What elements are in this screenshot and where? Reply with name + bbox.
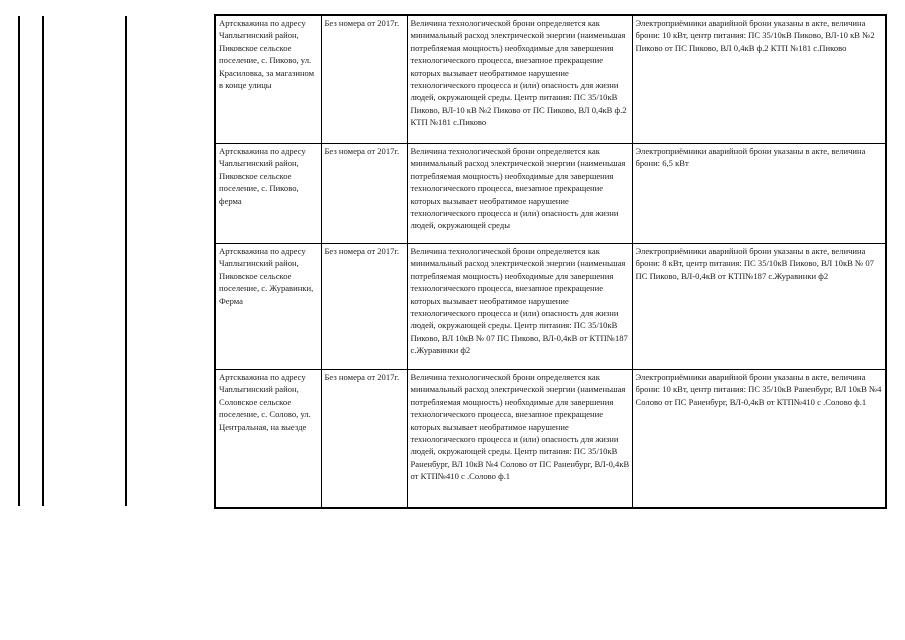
table-row xyxy=(215,370,886,509)
left-table-border-line-2 xyxy=(42,16,44,506)
document-number-cell: Без номера от 2017г. xyxy=(321,370,407,509)
location-cell: Артскважина по адресу Чаплыгинский район, Пиковское сельское поселение, с. Пиково, ул. Красиловка, за магазином в конце улицы xyxy=(215,15,321,144)
emergency-reserve-cell: Электроприёмники аварийной брони указаны в акте, величина брони: 6,5 кВт xyxy=(632,144,886,244)
left-table-border-line-1 xyxy=(18,16,20,506)
table-row xyxy=(215,144,886,244)
technological-reserve-cell: Величина технологической брони определяется как минимальный расход электрической энергии (наименьшая потребляемая мощность) необходимые для завершения технологического процесса, внезапное прекращение которых вызывает необратимое нарушение технологического процесса и (или) опасность для жизни людей, окружающей среды. Центр питания: ПС 35/10кВ Пиково, ВЛ-10 кВ №2 Пиково от ПС Пиково, ВЛ 0,4кВ ф.2 КТП №181 с.Пиково xyxy=(407,15,632,144)
emergency-reserve-cell: Электроприёмники аварийной брони указаны в акте, величина брони: 10 кВт, центр питания: ПС 35/10кВ Пиково, ВЛ-10 кВ №2 Пиково от ПС Пиково, ВЛ 0,4кВ ф.2 КТП №181 с.Пиково xyxy=(632,15,886,144)
table-row xyxy=(215,15,886,144)
document-number-cell: Без номера от 2017г. xyxy=(321,144,407,244)
emergency-reserve-cell: Электроприёмники аварийной брони указаны в акте, величина брони: 8 кВт, центр питания: ПС 35/10кВ Пиково, ВЛ 10кВ № 07 ПС Пиково, ВЛ-0,4кВ от КТП№187 с.Журавинки ф2 xyxy=(632,244,886,370)
document-number-cell: Без номера от 2017г. xyxy=(321,244,407,370)
technological-reserve-cell: Величина технологической брони определяется как минимальный расход электрической энергии (наименьшая потребляемая мощность) необходимые для завершения технологического процесса, внезапное прекращение которых вызывает необратимое нарушение технологического процесса и (или) опасность для жизни людей, окружающей среды. Центр питания: ПС 35/10кВ Пиково, ВЛ 10кВ № 07 ПС Пиково, ВЛ-0,4кВ от КТП№187 с.Журавинки ф2 xyxy=(407,244,632,370)
reservation-table xyxy=(214,14,887,509)
left-table-border-line-3 xyxy=(125,16,127,506)
emergency-reserve-cell: Электроприёмники аварийной брони указаны в акте, величина брони: 10 кВт, центр питания: ПС 35/10кВ Раненбург, ВЛ 10кВ №4 Солово от ПС Раненбург, ВЛ-0,4кВ от КТП№410 с .Солово ф.1 xyxy=(632,370,886,509)
location-cell: Артскважина по адресу Чаплыгинский район, Пиковское сельское поселение, с. Пиково, ферма xyxy=(215,144,321,244)
document-number-cell: Без номера от 2017г. xyxy=(321,15,407,144)
location-cell: Артскважина по адресу Чаплыгинский район, Соловское сельское поселение, с. Солово, ул. Центральная, на выезде xyxy=(215,370,321,509)
table-row xyxy=(215,244,886,370)
location-cell: Артскважина по адресу Чаплыгинский район, Пиковское сельское поселение, с. Журавинки, Ферма xyxy=(215,244,321,370)
technological-reserve-cell: Величина технологической брони определяется как минимальный расход электрической энергии (наименьшая потребляемая мощность) необходимые для завершения технологического процесса, внезапное прекращение которых вызывает необратимое нарушение технологического процесса и (или) опасность для жизни людей, окружающей среды. Центр питания: ПС 35/10кВ Раненбург, ВЛ 10кВ №4 Солово от ПС Раненбург, ВЛ-0,4кВ от КТП№410 с .Солово ф.1 xyxy=(407,370,632,509)
technological-reserve-cell: Величина технологической брони определяется как минимальный расход электрической энергии (наименьшая потребляемая мощность) необходимые для завершения технологического процесса, внезапное прекращение которых вызывает необратимое нарушение технологического процесса и (или) опасность для жизни людей, окружающей среды xyxy=(407,144,632,244)
